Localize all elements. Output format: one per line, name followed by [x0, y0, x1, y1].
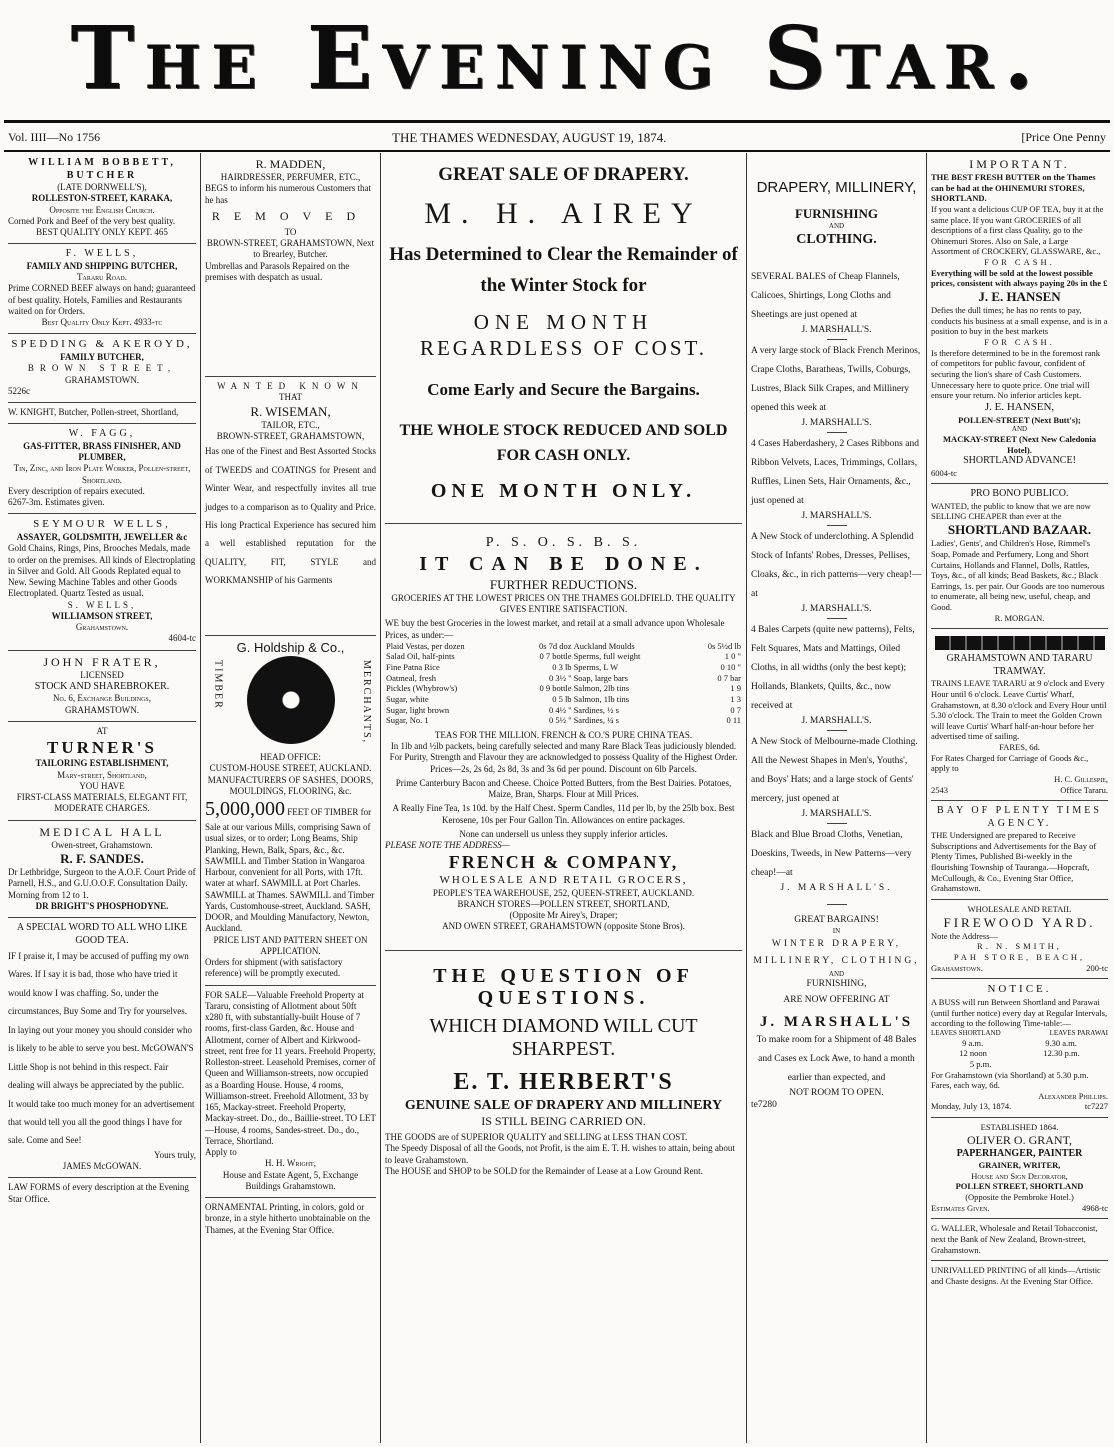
- ad-text: GRAINER, WRITER,: [978, 1160, 1061, 1171]
- ad-text: (LATE DORNWELL'S),: [57, 182, 147, 192]
- ad-text: TEAS FOR THE MILLION. FRENCH & CO.'S PURE CHINA TEAS.: [434, 729, 693, 740]
- timetable-cell: 12.30 p.m.: [1043, 1048, 1080, 1059]
- grocery-cell: 0 3½ ": [548, 672, 572, 683]
- ad-text: NOT ROOM TO OPEN.: [789, 1088, 884, 1099]
- ad-text: FAMILY BUTCHER,: [60, 352, 144, 362]
- ad-heading: NOTICE.: [987, 983, 1052, 996]
- grocery-cell: 1 3: [730, 693, 741, 704]
- ad-heading: MEDICAL HALL: [39, 824, 165, 839]
- ad-text: PLEASE NOTE THE ADDRESS—: [385, 840, 510, 851]
- ad-text: BROWN STREET,: [27, 363, 177, 374]
- ad-text: AT: [96, 725, 108, 736]
- masthead-rule: [4, 120, 1110, 123]
- ad-text: 4604-tc: [168, 633, 196, 644]
- ad-text: 4968-tc: [1082, 1202, 1108, 1213]
- ad-text: SHORTLAND ADVANCE!: [963, 455, 1076, 467]
- grocery-cell: Salad Oil, half-pints: [386, 651, 455, 662]
- timetable-row: [931, 1048, 1108, 1059]
- ad-heading: BAY OF PLENTY TIMES AGENCY.: [937, 805, 1102, 829]
- ad-text: ROLLESTON-STREET, KARAKA,: [31, 193, 173, 204]
- volume-number: Vol. IIII—No 1756: [8, 130, 101, 144]
- ad-text: AND: [828, 222, 845, 230]
- ad-text: THE Undersigned are prepared to Receive Subscriptions and Advertisements for the Bay of Plenty Times, Published Bi-weekly in the flourishing Township of Tauranga.—Hopcraft, McCullough, & Co., Evening Star Office, Grahamstown.: [931, 830, 1097, 894]
- ad-text: TAILORING ESTABLISHMENT,: [35, 758, 169, 769]
- ad-text: Umbrellas and Parasols Repaired on the premises with despatch as usual.: [205, 260, 350, 282]
- column-2: [201, 153, 380, 1443]
- ad-text: PRICE LIST AND PATTERN SHEET ON APPLICATION.: [213, 934, 368, 956]
- ad-text: Opposite the English Church.: [49, 204, 155, 215]
- ad-text: Tin, Zinc, and Iron Plate Worker, Pollen-street, Shortland.: [13, 463, 191, 485]
- ad-text: S. WELLS,: [67, 599, 137, 610]
- grocery-cell: Sardines, ¼ s: [573, 715, 619, 726]
- ad-text: Mary-street, Shortland,: [57, 769, 147, 780]
- ad-text: It would take too much money for an advertisement that would tell you all the good things I have for sale. Come and See!: [8, 1098, 195, 1146]
- grocery-cell: 0 3 lb: [552, 662, 572, 673]
- ad-text: R. F. SANDES.: [60, 850, 144, 866]
- ad-text: Best Quality Only Kept. 4933-tc: [41, 317, 163, 327]
- ad-text: ESTABLISHED 1864.: [980, 1122, 1059, 1132]
- ad-heading: P. S. O. S. B. S.: [485, 535, 642, 551]
- grocery-cell: Sugar, No. 1: [386, 715, 429, 726]
- ad-text: MACKAY-STREET (Next New Caledonia Hotel).: [943, 433, 1096, 455]
- ad-text: LAW FORMS of every description at the Evening Star Office.: [8, 1182, 189, 1204]
- ad-spedding: [8, 334, 196, 403]
- grocery-cell: Plaid Vestas, per dozen: [386, 640, 465, 651]
- ad-heading: ONE MONTH ONLY.: [430, 480, 697, 503]
- ad-wells-butcher: [8, 244, 196, 334]
- ad-text: R. N. SMITH,: [977, 941, 1062, 952]
- ad-text: Yours truly,: [153, 1149, 196, 1160]
- ad-text: FURTHER REDUCTIONS.: [489, 576, 638, 592]
- ad-heading: IMPORTANT.: [969, 157, 1070, 171]
- ad-text: HAIRDRESSER, PERFUMER, ETC.,: [220, 172, 361, 182]
- ad-text: PAH STORE, BEACH,: [953, 952, 1086, 962]
- ad-text: WANTED, the public to know that we are now SELLING CHEAPER than ever at the: [931, 500, 1091, 522]
- grocery-cell: 0 4½ ": [548, 704, 572, 715]
- issue-date: THE THAMES WEDNESDAY, AUGUST 19, 1874.: [392, 130, 667, 145]
- ad-heading: THE QUESTION OF QUESTIONS.: [433, 964, 694, 1009]
- ad-text: J. MARSHALL'S.: [801, 511, 872, 521]
- ad-heading: CLOTHING.: [796, 231, 877, 247]
- ad-text: FOR SALE—Valuable Freehold Property at Tararu, consisting of Allotment about 50ft x280 ft, with substantially-built House of 7 rooms, first-class Garden, &c. House and Allotment, corner of Albert and Kirkwood-street, rent free for 11 years. Freehold Property, Rolleston-street. Leasehold Premises, corner of Queen and Williamson-streets, now occupied as a Boarding House. House, 4 rooms, Williamson-street. Freehold Allotment, 33 by 165, Mackay-street. Freehold Property, Mackay-street. Do., do., Baillie-street. TO LET—House, 4 rooms, Sandes-street. Do., do., Terrace, Shortland.: [205, 989, 376, 1146]
- ad-text: THE GOODS are of SUPERIOR QUALITY and SELLING at LESS THAN COST.: [385, 1132, 688, 1143]
- grocery-cell: 0 7: [730, 704, 741, 715]
- ad-text: A BUSS will run Between Shortland and Parawai (until further notice) every day at Regular Intervals, according to the following Time-table:—: [931, 997, 1108, 1029]
- ad-heading: SPEDDING & AKEROYD,: [11, 338, 193, 351]
- ad-wiseman: [205, 377, 376, 636]
- ad-text: ASSAYER, GOLDSMITH, JEWELLER &c: [16, 532, 188, 542]
- grocery-cell: 0s 5½d lb: [707, 640, 741, 651]
- ad-heading: WILLIAM BOBBETT, BUTCHER: [28, 157, 176, 181]
- ad-text: FEET OF TIMBER for Sale at our various Mills, comprising Sawn of usual sizes, or to order; Long Beams, Ship Planking, Hewn, Balk, Spars, &c., &c.: [205, 807, 372, 855]
- ad-heading: SHORTLAND BAZAAR.: [947, 522, 1092, 537]
- ad-text: J. MARSHALL'S.: [801, 603, 872, 614]
- ad-heading: WANTED KNOWN: [217, 381, 364, 391]
- ad-heading: TURNER'S: [47, 738, 157, 757]
- grocery-row: [385, 651, 742, 662]
- ad-heading: GRAHAMSTOWN AND TARARU TRAMWAY.: [946, 653, 1093, 677]
- ad-text: For Grahamstown (via Shortland) at 5.30 p.m. Fares, each way, 6d.: [931, 1069, 1089, 1091]
- grocery-cell: Auckland Moulds: [573, 640, 635, 651]
- ad-heading: GREAT SALE OF DRAPERY.: [438, 164, 689, 185]
- grocery-cell: Oatmeal, fresh: [386, 672, 437, 683]
- ad-heading: PRO BONO PUBLICO.: [970, 488, 1069, 500]
- grocery-cell: 0 5 lb: [552, 693, 572, 704]
- grocery-cell: 1 0 ": [724, 651, 741, 662]
- ad-text: YOU HAVE: [79, 780, 125, 791]
- ad-text: J. MARSHALL'S.: [801, 325, 872, 336]
- grocery-cell: 0 11: [726, 715, 741, 726]
- grocery-cell: 0 7 bottle: [539, 651, 572, 662]
- ad-text: Orders for shipment (with satisfactory reference) will be promptly executed.: [205, 957, 343, 979]
- ad-text: IS STILL BEING CARRIED ON.: [481, 1114, 646, 1129]
- masthead: [0, 0, 1114, 118]
- ad-text: W. KNIGHT, Butcher, Pollen-street, Shortland,: [8, 407, 179, 417]
- ad-text: (Opposite the Pembroke Hotel.): [965, 1192, 1074, 1202]
- ad-text: ARE NOW OFFERING AT: [783, 994, 890, 1005]
- circular-saw-icon: [247, 656, 335, 744]
- dateline-rule: [4, 150, 1110, 152]
- ad-law-forms: [8, 1178, 196, 1205]
- ad-heading: W. FAGG,: [68, 428, 136, 440]
- ad-text: POLLEN STREET, SHORTLAND: [955, 1181, 1084, 1192]
- ad-text: FOR CASH.: [984, 337, 1055, 347]
- ad-heading: ONE MONTH: [473, 310, 654, 335]
- ad-heading: J. E. HANSEN: [978, 288, 1061, 304]
- ad-text: Tararu Road.: [76, 272, 127, 282]
- ad-heading: WHICH DIAMOND WILL CUT SHARPEST.: [429, 1014, 698, 1060]
- ad-heading: OLIVER O. GRANT,: [966, 1132, 1073, 1147]
- column-4: [747, 153, 926, 1443]
- ad-text: Black and Blue Broad Cloths, Venetian, Doeskins, Tweeds, in New Patterns—very cheap!—at: [751, 829, 912, 878]
- ad-bobbett: [8, 153, 196, 244]
- ad-text: TIMBER: [212, 660, 224, 710]
- ad-heading: J. E. HANSEN,: [984, 400, 1055, 413]
- ad-text: LEAVES PARAWAI: [1049, 1028, 1108, 1037]
- ad-text: To make room for a Shipment of 48 Bales and Cases ex Lock Awe, to hand a month earlier than expected, and: [756, 1035, 917, 1084]
- ad-text: THE WHOLE STOCK REDUCED AND SOLD FOR CASH ONLY.: [399, 421, 728, 465]
- ad-text: Prime CORNED BEEF always on hand; guaranteed of best quality. Hotels, Families and Restaurants waited on for Orders.: [8, 283, 196, 316]
- ad-text: WHOLESALE AND RETAIL: [967, 903, 1072, 914]
- ad-heading: REGARDLESS OF COST.: [419, 336, 708, 361]
- ad-grant: [931, 1118, 1108, 1219]
- grocery-cell: 0 5½ ": [548, 715, 572, 726]
- ad-heading: PAPERHANGER, PAINTER: [956, 1147, 1083, 1159]
- ad-text: THAT: [279, 392, 302, 403]
- ad-text: Grahamstown.: [75, 622, 129, 632]
- ad-text: CUSTOM-HOUSE STREET, AUCKLAND.: [209, 763, 372, 774]
- grocery-cell: Sugar, white: [386, 693, 429, 704]
- ad-text: G. WALLER, Wholesale and Retail Tobacconist, next the Bank of New Zealand, Brown-street, Grahamstown.: [931, 1223, 1098, 1255]
- price: [Price One Penny: [1021, 130, 1106, 144]
- ad-fagg: [8, 424, 196, 514]
- ad-text: Is therefore determined to be in the foremost rank of competitors for public favour, confident of securing the lion's share of Cash Customers. Unnecessary here to quote price. One trial will ensure your return. No inferior articles kept.: [931, 347, 1100, 401]
- ad-text: GENUINE SALE OF DRAPERY AND MILLINERY: [404, 1097, 723, 1113]
- grocery-row: [385, 641, 742, 652]
- grocery-cell: Soap, large bars: [573, 672, 628, 683]
- grocery-cell: Salmon, 1lb tins: [573, 693, 630, 704]
- ad-text: House and Sign Decorator,: [971, 1170, 1068, 1181]
- timetable-cell: 9 a.m.: [962, 1037, 984, 1048]
- ad-text: Owen-street, Grahamstown.: [51, 839, 153, 850]
- ad-heading: R. WISEMAN,: [250, 403, 331, 419]
- dateline: [0, 130, 1114, 150]
- ad-text: TRAINS LEAVE TARARU at 9 o'clock and Every Hour until 6 o'clock. Leave Curtis' Wharf, Grahamstown, at 8.30 o'clock and Every Hour until 5.30 o'clock. The Train to meet the Golden Crown will leave Curtis' Wharf half-an-hour before her advertised time of sailing.: [931, 678, 1107, 742]
- ad-waller: [931, 1219, 1108, 1261]
- ad-text: SAWMILL and Timber Station in Wangaroa Harbour, convenient for all Ports, with 17ft. water at wharf. SAWMILL at Port Charles. SAWMILL at Thames. SAWMILL and Timber Yards, Customhouse-street, Auckland. SASH, DOOR, and Moulding Manufactory, Newton, Auckland.: [205, 855, 375, 934]
- column-3: [381, 153, 746, 1443]
- ad-text: ORNAMENTAL Printing, in colors, gold or bronze, in a style hitherto unobtainable on the Thames, at the Evening Star Office.: [205, 1202, 370, 1235]
- ad-heading: JOHN FRATER,: [43, 654, 161, 669]
- timetable-row: [931, 1038, 1108, 1049]
- ad-heading: 5,000,000: [205, 798, 285, 820]
- ad-heading: GREAT BARGAINS!: [794, 915, 879, 926]
- ad-heading: F. WELLS,: [65, 248, 139, 260]
- ad-mcgowan-tea: [8, 918, 196, 1178]
- ad-text: Dr Lethbridge, Surgeon to the A.O.F. Court Pride of Parnell, H.S., and G.U.O.O.F. Consultation Daily. Morning from 12 to 1.: [8, 867, 196, 900]
- ad-text: TO: [284, 226, 297, 237]
- grocery-cell: 0 10 ": [720, 662, 741, 673]
- ad-text: BROWN-STREET, GRAHAMSTOWN, Next to Brearley, Butcher.: [206, 238, 375, 260]
- column-5: [927, 153, 1112, 1443]
- spacer: [205, 590, 376, 630]
- ad-text: DR BRIGHT'S PHOSPHODYNE.: [35, 900, 169, 911]
- ad-text: Has one of the Finest and Best Assorted Stocks of TWEEDS and COATINGS for Present and Winter Wear, and respectfully invites all true judges to a comparison as to Quality and Price. His long Practical Experience has secured him a well established reputation for the QUALITY, FIT, STYLE and WORKMANSHIP of his Garments: [205, 446, 376, 586]
- ad-text: 200-tc: [1086, 962, 1108, 973]
- ad-text: 6004-tc: [931, 467, 957, 478]
- ad-text: WINTER DRAPERY, MILLINERY, CLOTHING,: [753, 939, 920, 967]
- ad-text: A New Stock of underclothing. A Splendid Stock of Infants' Robes, Dresses, Pellises, Cloaks, &c., in rich patterns—very cheap!—at: [751, 531, 922, 599]
- grocery-cell: Salmon, 2lb tins: [573, 683, 630, 694]
- ad-turner: [8, 722, 196, 821]
- ad-text: None can undersell us unless they supply inferior articles.: [459, 828, 668, 839]
- ad-text: Gold Chains, Rings, Pins, Brooches Medals, made to order on the premises. All kinds of Electroplating in Silver and Gold. All Goods Replated equal to New. Sewing Machine Tables and other Goods Electroplated. Quartz Tested as usual.: [8, 543, 196, 599]
- ad-text: MANUFACTURERS OF SASHES, DOORS, MOULDINGS, FLOORING, &c.: [207, 774, 374, 796]
- grocery-row: [385, 662, 742, 673]
- grocery-cell: 0 9 bottle: [539, 683, 572, 694]
- ad-text: WILLIAMSON STREET,: [51, 610, 153, 621]
- ad-medical-hall: [8, 821, 196, 919]
- ad-frater: [8, 651, 196, 722]
- ad-text: For Rates Charged for Carriage of Goods &c., apply to: [931, 752, 1089, 774]
- ad-text: te7280: [751, 1100, 777, 1111]
- timetable-cell: 5 p.m.: [969, 1058, 992, 1069]
- ad-ornamental: [205, 1198, 376, 1236]
- ad-text: 4 Cases Haberdashery, 2 Cases Ribbons and Ribbon Velvets, Laces, Trimmings, Collars, Ruffles, Linen Sets, Hair Ornaments, &c., just opened at: [751, 439, 919, 506]
- ad-heading: FRENCH & COMPANY,: [448, 852, 679, 873]
- ad-text: LICENSED: [80, 669, 124, 680]
- ad-text: J. MARSHALL'S.: [801, 715, 872, 726]
- ad-text: THE BEST FRESH BUTTER on the Thames can be had at the OHINEMURI STORES, SHORTLAND.: [931, 172, 1096, 204]
- ad-text: Apply to: [205, 1147, 237, 1157]
- ad-heading: FIREWOOD YARD.: [943, 914, 1096, 930]
- ad-heading: REMOVED: [211, 208, 370, 223]
- grocery-cell: 0s 7d doz: [538, 640, 572, 651]
- ad-text: PEOPLE'S TEA WAREHOUSE, 252, QUEEN-STREET, AUCKLAND.: [432, 887, 695, 898]
- grocery-row: [385, 705, 742, 716]
- grocery-row: [385, 673, 742, 684]
- ad-firewood: [931, 900, 1108, 979]
- ad-text: MERCHANTS,: [361, 660, 372, 745]
- ad-text: Come Early and Secure the Bargains.: [427, 379, 700, 399]
- ad-text: Ladies', Gents', and Children's Hose, Rimmel's Soap, Pomade and Perfumery, Long and Short Curtains, Hollands and Flannel, Dolls, Rattles, Toys, &c., of all kinds; Bead Baskets, &c.; Black Earrings, 1s. per pair. Our Goods are too numerous to enumerate, all being new, useful, cheap, and Good.: [931, 538, 1105, 612]
- ad-text: Monday, July 13, 1874.: [931, 1101, 1012, 1112]
- ad-text: STOCK AND SHAREBROKER.: [34, 680, 170, 692]
- grocery-cell: 0 7 bar: [717, 672, 741, 683]
- masthead-title: The Evening Star.: [70, 8, 1044, 109]
- ad-heading: DRAPERY, MILLINERY,: [756, 179, 917, 196]
- ad-text: WHOLESALE AND RETAIL GROCERS,: [439, 873, 688, 886]
- ad-text: AND: [828, 970, 845, 979]
- ad-text: tc7227: [1084, 1101, 1108, 1112]
- grocery-cell: Sardines, ½ s: [573, 704, 619, 715]
- ad-hansen: [931, 153, 1108, 484]
- ad-heading: IT CAN BE DONE.: [419, 552, 708, 575]
- ad-text: JAMES McGOWAN.: [62, 1161, 142, 1172]
- ad-text: 6267-3m. Estimates given.: [8, 497, 105, 507]
- ad-text: (Opposite Mr Airey's, Draper;: [509, 910, 618, 921]
- ad-heading: SEYMOUR WELLS,: [33, 518, 171, 531]
- ad-text: In 1lb and ½lb packets, being carefully selected and many Rare Black Teas judiciously blended. For Purity, Strength and Flavour they are acknowledged to possess Quality of the Highest Order. Prices—2s, 2s 6d, 2s 8d, 3s and 3s 6d per pound. Discount on 6lb Parcels.: [389, 741, 738, 774]
- ad-bus-notice: [931, 979, 1108, 1118]
- ad-text: TAILOR, ETC.,: [261, 419, 320, 430]
- ad-text: Everything will be sold at the lowest possible prices, consistent with always paying 20s in the £: [931, 267, 1108, 289]
- ad-text: UNRIVALLED PRINTING of all kinds—Artistic and Chaste designs. At the Evening Star Office.: [931, 1265, 1101, 1286]
- grocery-price-table: [385, 641, 742, 726]
- ad-text: FURNISHING,: [806, 978, 867, 989]
- ad-text: 4 Bales Carpets (quite new patterns), Felts, Felt Squares, Mats and Mattings, Oiled Cloths, in all widths (only the best kept); Hollands, Blankets, Quilts, &c., now received at: [751, 624, 915, 711]
- ad-heading: J. MARSHALL'S: [759, 1013, 914, 1030]
- ad-text: GRAHAMSTOWN.: [64, 704, 140, 715]
- ad-text: BEGS to inform his numerous Customers that he has: [205, 183, 371, 205]
- timetable-cell: 12 noon: [959, 1048, 987, 1059]
- ad-text: SEVERAL BALES of Cheap Flannels, Calicoes, Shirtings, Long Cloths and Sheetings are just opened at: [751, 272, 900, 321]
- grocery-cell: Fine Patna Rice: [386, 662, 440, 673]
- ad-herbert: [385, 965, 742, 1178]
- ad-shortland-bazaar: [931, 484, 1108, 629]
- ad-holdship: [205, 636, 376, 986]
- ad-tramway: [931, 629, 1108, 801]
- timetable-cell: 9.30 a.m.: [1045, 1037, 1077, 1048]
- ad-text: BRANCH STORES—POLLEN STREET, SHORTLAND,: [457, 898, 670, 909]
- ad-text: IF I praise it, I may be accused of puffing my own Wares. If I say it is bad, those who have tried it would know I was chaffing. So, under the circumstances, Buy Some and Try for yourselves.: [8, 951, 189, 1017]
- grocery-cell: Pickles (Whybrow's): [386, 683, 458, 694]
- ad-text: POLLEN-STREET (Next Butt's);: [958, 414, 1081, 425]
- ad-text: FOR CASH.: [984, 257, 1055, 267]
- ad-text: Alexander Phillips.: [1038, 1090, 1108, 1101]
- ad-heading: E. T. HERBERT'S: [453, 1068, 674, 1095]
- ad-heading: R. MADDEN,: [255, 157, 326, 171]
- ad-text: Grahamstown.: [931, 962, 983, 973]
- ad-text: The Speedy Disposal of all the Goods, not Profit, is the aim E. T. H. wishes to attain, being about to leave Grahamstown.: [385, 1143, 735, 1165]
- ad-text: J. MARSHALL'S.: [801, 808, 872, 819]
- ad-text: GRAHAMSTOWN.: [64, 374, 140, 385]
- tram-train-icon: [935, 636, 1105, 650]
- ad-bay-of-plenty: [931, 801, 1108, 900]
- ad-heading: G. Holdship & Co.,: [236, 639, 345, 655]
- ad-text: Has Determined to Clear the Remainder of the Winter Stock for: [389, 244, 738, 296]
- ad-seymour-wells: [8, 514, 196, 650]
- ad-text: AND OWEN STREET, GRAHAMSTOWN (opposite Stone Bros).: [442, 921, 685, 932]
- ad-airey: [385, 153, 742, 524]
- ad-text: If you want a delicious CUP OF TEA, buy it at the same place. If you want GROCERIES of all descriptions of a first class Quality, go to the Ohinemuri Stores. Also on Sale, a Large Assortment of CROCKERY, GLASSWARE, &c.,: [931, 203, 1104, 257]
- ad-for-sale: [205, 986, 376, 1199]
- ad-text: Prime Canterbury Bacon and Cheese. Choice Potted Butters, from the Best Dairies. Potatoes, Maize, Bran, Sharps. Flour at Mill Prices.: [395, 777, 732, 800]
- ad-knight: [8, 403, 196, 424]
- grocery-cell: Sperms, L W: [573, 662, 619, 673]
- grocery-row: [385, 694, 742, 705]
- grocery-cell: Sugar, light brown: [386, 704, 450, 715]
- grocery-row: [385, 715, 742, 726]
- ad-text: H. H. Wright,: [265, 1158, 316, 1169]
- ad-text: Corned Pork and Beef of the very best quality.: [8, 215, 176, 226]
- ad-text: AND: [1011, 425, 1028, 434]
- ad-text: FIRST-CLASS MATERIALS, ELEGANT FIT, MODERATE CHARGES.: [16, 792, 188, 814]
- ad-text: 2543: [931, 784, 948, 795]
- bus-timetable: [931, 1038, 1108, 1070]
- ad-text: HEAD OFFICE:: [260, 752, 321, 762]
- ad-french-company: [385, 524, 742, 951]
- ad-text: GAS-FITTER, BRASS FINISHER, AND PLUMBER,: [23, 440, 181, 462]
- ad-text: Note the Address—: [931, 930, 999, 941]
- column-1: [4, 153, 200, 1443]
- ad-madden: [205, 153, 376, 377]
- ad-text: A Really Fine Tea, 1s 10d. by the Half Chest. Sperm Candles, 11d per lb, by the 25lb box. Best Kerosene, 10s per Four Gallon Tin. Allowances on entire packages.: [392, 803, 735, 825]
- ad-text: GROCERIES AT THE LOWEST PRICES ON THE THAMES GOLDFIELD. THE QUALITY GIVES ENTIRE SATISFACTION.: [391, 592, 736, 615]
- grocery-row: [385, 683, 742, 694]
- ad-text: IN: [832, 927, 841, 936]
- ad-text: H. C. Gillespie,: [1054, 773, 1108, 784]
- ad-text: WE buy the best Groceries in the lowest market, and retail at a small advance upon Wholesale Prices, as under:—: [385, 618, 725, 640]
- ad-text: J. MARSHALL'S.: [780, 882, 893, 893]
- ad-text: FARES, 6d.: [999, 742, 1040, 752]
- ad-text: A New Stock of Melbourne-made Clothing. All the Newest Shapes in Men's, Youths', and Boys' Hats; and a large stock of Gents' mercery, just opened at: [751, 736, 918, 804]
- ad-text: House and Estate Agent, 5, Exchange Buildings Grahamstown.: [222, 1169, 359, 1191]
- ad-text: FAMILY AND SHIPPING BUTCHER,: [26, 260, 178, 271]
- ad-heading: FURNISHING: [794, 205, 879, 221]
- ad-text: Estimates Given.: [931, 1202, 990, 1213]
- ad-heading: M. H. AIREY: [424, 196, 703, 230]
- ad-text: Every description of repairs executed.: [8, 485, 145, 496]
- timetable-row: [931, 1059, 1108, 1070]
- ad-text: No. 6, Exchange Buildings,: [53, 693, 151, 704]
- ad-text: A very large stock of Black French Merinos, Crape Cloths, Baratheas, Twills, Coburgs, Lustres, Black Silk Crapes, and Millinery opened this week at: [751, 346, 921, 414]
- ad-heading: A SPECIAL WORD TO ALL WHO LIKE GOOD TEA.: [16, 922, 188, 946]
- ad-text: Defies the dull times; he has no rents to pay, conducts his business at a small expense, and is in a position to buy in the best markets: [931, 305, 1108, 337]
- grocery-cell: Sperms, full weight: [573, 651, 641, 662]
- ad-text: 5226c: [8, 385, 30, 396]
- ad-text: In laying out your money you should consider who is likely to be able to serve you best. McGOWAN'S Little Shop is not behind in this respect. Fair dealing will always be appreciated by the public.: [8, 1024, 194, 1091]
- ad-text: Office Tararu.: [1060, 784, 1108, 795]
- ad-text: J. MARSHALL'S.: [801, 418, 872, 429]
- ad-text: BROWN-STREET, GRAHAMSTOWN,: [216, 431, 365, 441]
- grocery-cell: 1 9: [730, 683, 741, 694]
- ad-printing: [931, 1261, 1108, 1286]
- ad-text: LEAVES SHORTLAND: [931, 1028, 1001, 1037]
- saw-illustration: [205, 656, 376, 752]
- ad-text: BEST QUALITY ONLY KEPT. 465: [36, 227, 168, 237]
- ad-text: The HOUSE and SHOP to be SOLD for the Remainder of Lease at a Low Ground Rent.: [385, 1165, 703, 1176]
- ad-text: R. MORGAN.: [994, 612, 1045, 623]
